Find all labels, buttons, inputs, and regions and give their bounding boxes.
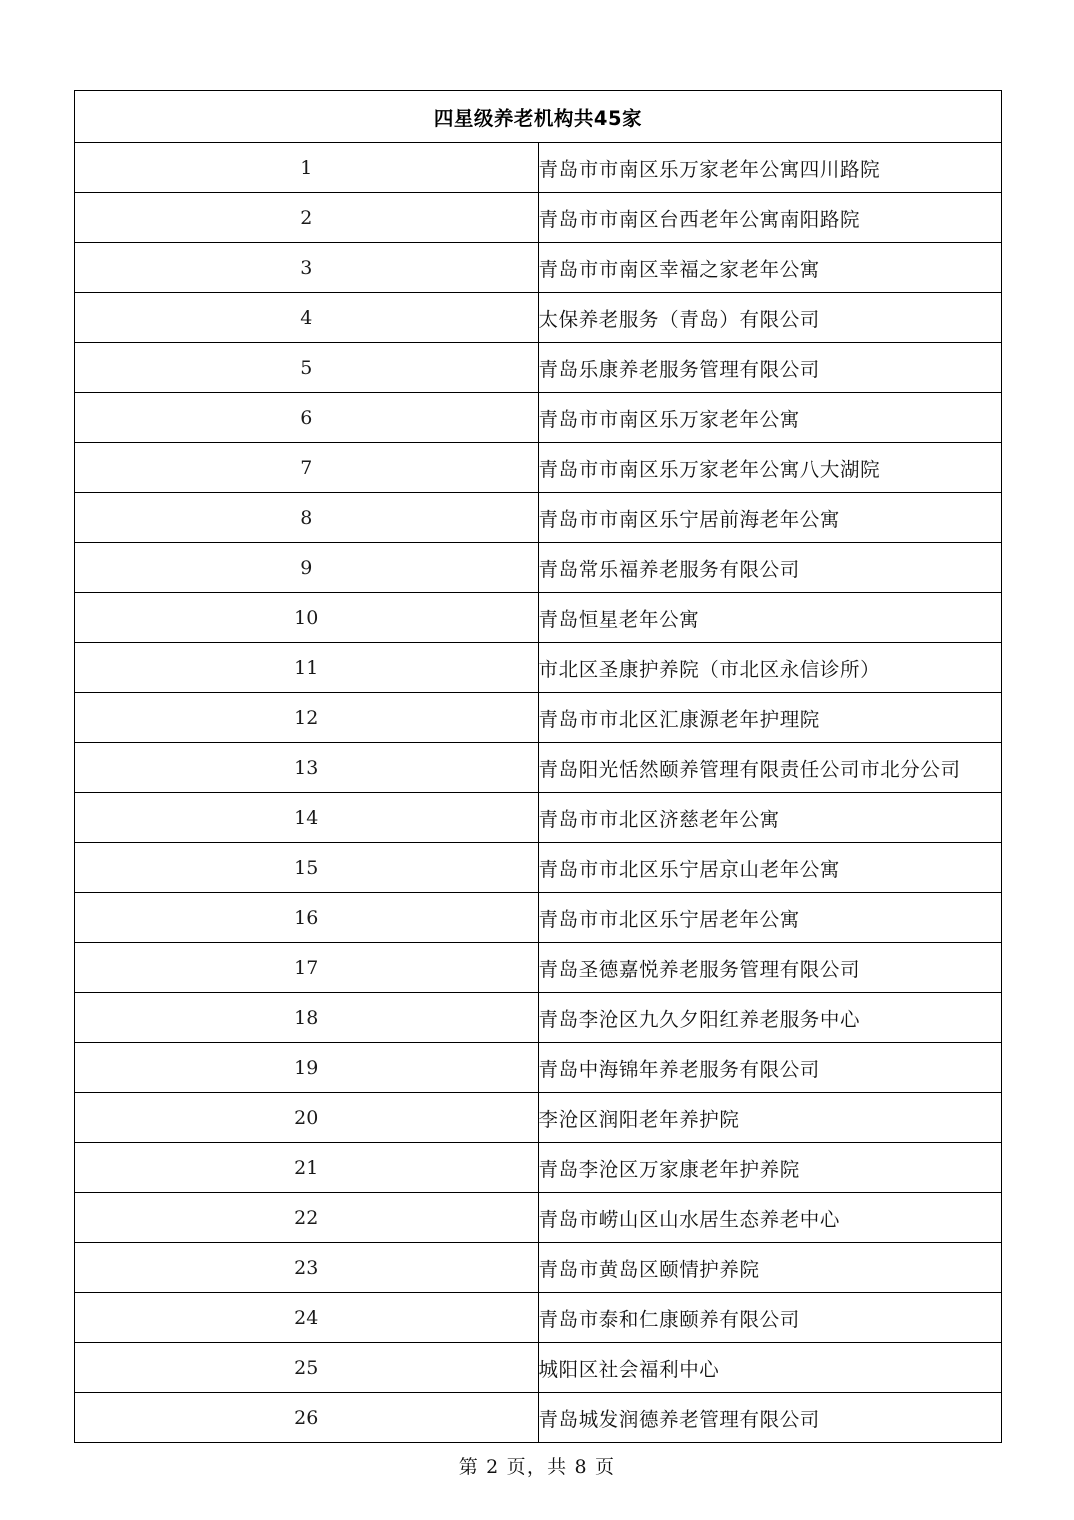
row-index-cell: 18 bbox=[75, 993, 539, 1043]
table-row bbox=[75, 1143, 1002, 1193]
institution-name-cell: 青岛圣德嘉悦养老服务管理有限公司 bbox=[538, 943, 1002, 993]
institution-name-cell: 青岛李沧区九久夕阳红养老服务中心 bbox=[538, 993, 1002, 1043]
table-row bbox=[75, 293, 1002, 343]
institution-name-cell: 青岛市市南区乐万家老年公寓 bbox=[538, 393, 1002, 443]
row-index-cell: 16 bbox=[75, 893, 539, 943]
row-index-cell: 4 bbox=[75, 293, 539, 343]
row-index-cell: 9 bbox=[75, 543, 539, 593]
row-index-cell: 25 bbox=[75, 1343, 539, 1393]
row-index-cell: 21 bbox=[75, 1143, 539, 1193]
table-row bbox=[75, 693, 1002, 743]
row-index-cell: 7 bbox=[75, 443, 539, 493]
table-row bbox=[75, 543, 1002, 593]
row-index-cell: 5 bbox=[75, 343, 539, 393]
table-row bbox=[75, 393, 1002, 443]
table-row bbox=[75, 1043, 1002, 1093]
institution-name-cell: 青岛恒星老年公寓 bbox=[538, 593, 1002, 643]
institution-name-cell: 青岛市市南区乐万家老年公寓八大湖院 bbox=[538, 443, 1002, 493]
table-row bbox=[75, 343, 1002, 393]
table-row bbox=[75, 143, 1002, 193]
institution-name-cell: 青岛市市南区乐万家老年公寓四川路院 bbox=[538, 143, 1002, 193]
row-index-cell: 2 bbox=[75, 193, 539, 243]
table-row bbox=[75, 643, 1002, 693]
table-row bbox=[75, 843, 1002, 893]
institution-name-cell: 青岛中海锦年养老服务有限公司 bbox=[538, 1043, 1002, 1093]
table-row bbox=[75, 443, 1002, 493]
row-index-cell: 24 bbox=[75, 1293, 539, 1343]
table-row bbox=[75, 243, 1002, 293]
row-index-cell: 22 bbox=[75, 1193, 539, 1243]
table-rows-body bbox=[75, 143, 1002, 1443]
institution-name-cell: 青岛阳光恬然颐养管理有限责任公司市北分公司 bbox=[538, 743, 1002, 793]
table-row bbox=[75, 1393, 1002, 1443]
row-index-cell: 23 bbox=[75, 1243, 539, 1293]
institution-name-cell: 市北区圣康护养院（市北区永信诊所） bbox=[538, 643, 1002, 693]
row-index-cell: 11 bbox=[75, 643, 539, 693]
table-title: 四星级养老机构共45家 bbox=[75, 91, 1002, 143]
institution-name-cell: 青岛乐康养老服务管理有限公司 bbox=[538, 343, 1002, 393]
table-row bbox=[75, 943, 1002, 993]
table-row bbox=[75, 893, 1002, 943]
institution-name-cell: 青岛市市北区济慈老年公寓 bbox=[538, 793, 1002, 843]
table-row bbox=[75, 593, 1002, 643]
table-row bbox=[75, 993, 1002, 1043]
row-index-cell: 17 bbox=[75, 943, 539, 993]
row-index-cell: 15 bbox=[75, 843, 539, 893]
table-title-row bbox=[75, 91, 1002, 143]
row-index-cell: 20 bbox=[75, 1093, 539, 1143]
institution-name-cell: 青岛市泰和仁康颐养有限公司 bbox=[538, 1293, 1002, 1343]
institution-name-cell: 青岛市市北区汇康源老年护理院 bbox=[538, 693, 1002, 743]
row-index-cell: 19 bbox=[75, 1043, 539, 1093]
institution-name-cell: 青岛市市南区台西老年公寓南阳路院 bbox=[538, 193, 1002, 243]
row-index-cell: 6 bbox=[75, 393, 539, 443]
institution-name-cell: 青岛市市南区乐宁居前海老年公寓 bbox=[538, 493, 1002, 543]
row-index-cell: 14 bbox=[75, 793, 539, 843]
institution-name-cell: 城阳区社会福利中心 bbox=[538, 1343, 1002, 1393]
table-row bbox=[75, 1193, 1002, 1243]
table-row bbox=[75, 193, 1002, 243]
row-index-cell: 1 bbox=[75, 143, 539, 193]
table-row bbox=[75, 793, 1002, 843]
page-footer: 第 2 页，共 8 页 bbox=[458, 1456, 616, 1478]
row-index-cell: 26 bbox=[75, 1393, 539, 1443]
table-body bbox=[75, 91, 1002, 143]
institution-name-cell: 青岛市黄岛区颐情护养院 bbox=[538, 1243, 1002, 1293]
row-index-cell: 8 bbox=[75, 493, 539, 543]
row-index-cell: 12 bbox=[75, 693, 539, 743]
institution-name-cell: 太保养老服务（青岛）有限公司 bbox=[538, 293, 1002, 343]
row-index-cell: 3 bbox=[75, 243, 539, 293]
table-row bbox=[75, 1343, 1002, 1393]
institution-name-cell: 青岛李沧区万家康老年护养院 bbox=[538, 1143, 1002, 1193]
institution-name-cell: 青岛市崂山区山水居生态养老中心 bbox=[538, 1193, 1002, 1243]
institution-name-cell: 青岛城发润德养老管理有限公司 bbox=[538, 1393, 1002, 1443]
institution-name-cell: 青岛市市南区幸福之家老年公寓 bbox=[538, 243, 1002, 293]
institution-name-cell: 青岛市市北区乐宁居老年公寓 bbox=[538, 893, 1002, 943]
row-index-cell: 10 bbox=[75, 593, 539, 643]
table-row bbox=[75, 1293, 1002, 1343]
institution-name-cell: 青岛常乐福养老服务有限公司 bbox=[538, 543, 1002, 593]
table-row bbox=[75, 493, 1002, 543]
institution-name-cell: 青岛市市北区乐宁居京山老年公寓 bbox=[538, 843, 1002, 893]
table-row bbox=[75, 1093, 1002, 1143]
institution-list-table bbox=[74, 90, 1002, 1443]
institution-name-cell: 李沧区润阳老年养护院 bbox=[538, 1093, 1002, 1143]
table-row bbox=[75, 1243, 1002, 1293]
row-index-cell: 13 bbox=[75, 743, 539, 793]
table-row bbox=[75, 743, 1002, 793]
